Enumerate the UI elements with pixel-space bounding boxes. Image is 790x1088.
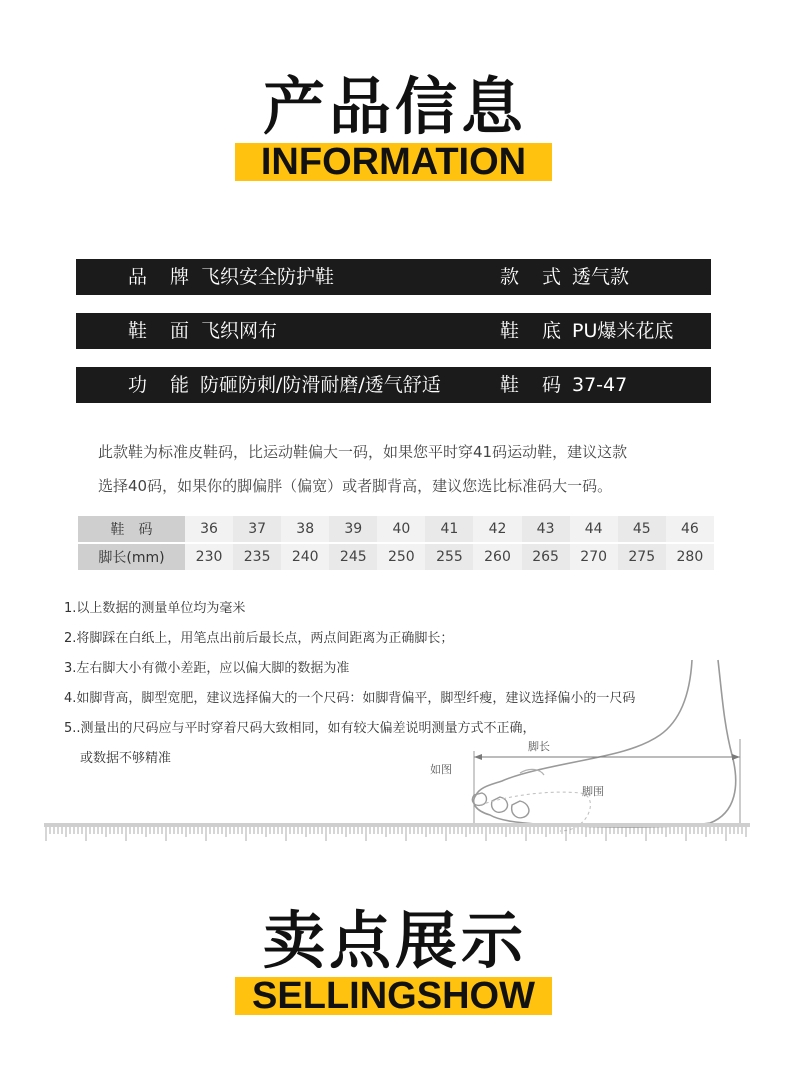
info-value: 37-47 <box>572 374 628 396</box>
info-row-brand <box>76 259 711 295</box>
size-cell: 42 <box>473 516 521 543</box>
length-label: 脚长 <box>528 740 550 753</box>
ruler-ticks <box>46 827 746 841</box>
note-item: 2.将脚踩在白纸上，用笔点出前后最长点，两点间距离为正确脚长； <box>64 631 454 646</box>
length-cell: 240 <box>281 543 329 571</box>
info-value: 防砸防刺/防滑耐磨/透气舒适 <box>200 374 441 396</box>
info-label: 鞋 面 <box>128 320 192 342</box>
size-row <box>78 516 714 543</box>
info-value: 飞织安全防护鞋 <box>201 266 335 288</box>
size-cell: 39 <box>329 516 377 543</box>
size-cell: 37 <box>233 516 281 543</box>
size-row-label: 鞋 码 <box>78 516 185 543</box>
ruler <box>44 823 750 841</box>
paragraph-line: 选择40码，如果你的脚偏胖（偏宽）或者脚背高，建议您选比标准码大一码。 <box>98 477 613 495</box>
example-label: 如图 <box>430 763 452 776</box>
size-cell: 46 <box>666 516 714 543</box>
size-cell: 43 <box>522 516 570 543</box>
ruler-edge <box>44 823 750 827</box>
info-label: 功 能 <box>128 374 192 396</box>
size-cell: 36 <box>185 516 233 543</box>
length-cell: 245 <box>329 543 377 571</box>
info-label: 款 式 <box>500 266 564 288</box>
size-advice-paragraph <box>98 435 698 503</box>
note-item: 1.以上数据的测量单位均为毫米 <box>64 601 246 616</box>
length-row-label: 脚长(mm) <box>78 543 185 571</box>
info-row-upper <box>76 313 711 349</box>
info-label: 鞋 底 <box>500 320 564 342</box>
size-cell: 44 <box>570 516 618 543</box>
note-item: 或数据不够精准 <box>80 751 172 766</box>
info-label: 鞋 码 <box>500 374 564 396</box>
section2-title-cn: 卖点展示 <box>262 904 527 977</box>
size-cell: 41 <box>425 516 473 543</box>
arrow-head-left <box>474 754 482 760</box>
note-item: 4.如脚背高，脚型宽肥，建议选择偏大的一个尺码：如脚背偏平，脚型纤瘦，建议选择偏小的一尺码 <box>64 691 636 706</box>
size-table <box>78 516 714 572</box>
length-row <box>78 543 714 571</box>
size-cell: 40 <box>377 516 425 543</box>
outline-label: 脚围 <box>582 785 604 798</box>
length-cell: 275 <box>618 543 666 571</box>
length-cell: 270 <box>570 543 618 571</box>
length-cell: 255 <box>425 543 473 571</box>
info-row-function <box>76 367 711 403</box>
note-item: 3.左右脚大小有微小差距，应以偏大脚的数据为准 <box>64 661 350 676</box>
toe-shape <box>512 801 529 818</box>
info-value: 飞织网布 <box>201 320 278 342</box>
size-cell: 38 <box>281 516 329 543</box>
arrow-head-right <box>732 754 740 760</box>
length-cell: 230 <box>185 543 233 571</box>
section-title-en: INFORMATION <box>235 143 552 181</box>
info-label: 品 牌 <box>128 266 192 288</box>
note-item: 5..测量出的尺码应与平时穿着尺码大致相同，如有较大偏差说明测量方式不正确， <box>64 721 536 736</box>
section-title-cn: 产品信息 <box>262 70 527 143</box>
length-cell: 235 <box>233 543 281 571</box>
paragraph-line: 此款鞋为标准皮鞋码，比运动鞋偏大一码，如果您平时穿41码运动鞋，建议这款 <box>98 443 628 461</box>
length-cell: 260 <box>473 543 521 571</box>
size-cell: 45 <box>618 516 666 543</box>
info-value: 透气款 <box>572 266 630 288</box>
info-value: PU爆米花底 <box>572 320 674 342</box>
length-cell: 280 <box>666 543 714 571</box>
length-cell: 250 <box>377 543 425 571</box>
length-cell: 265 <box>522 543 570 571</box>
foot-outline <box>474 660 736 827</box>
section2-title-en: SELLINGSHOW <box>235 977 552 1015</box>
foot-measure-illustration <box>430 655 750 835</box>
